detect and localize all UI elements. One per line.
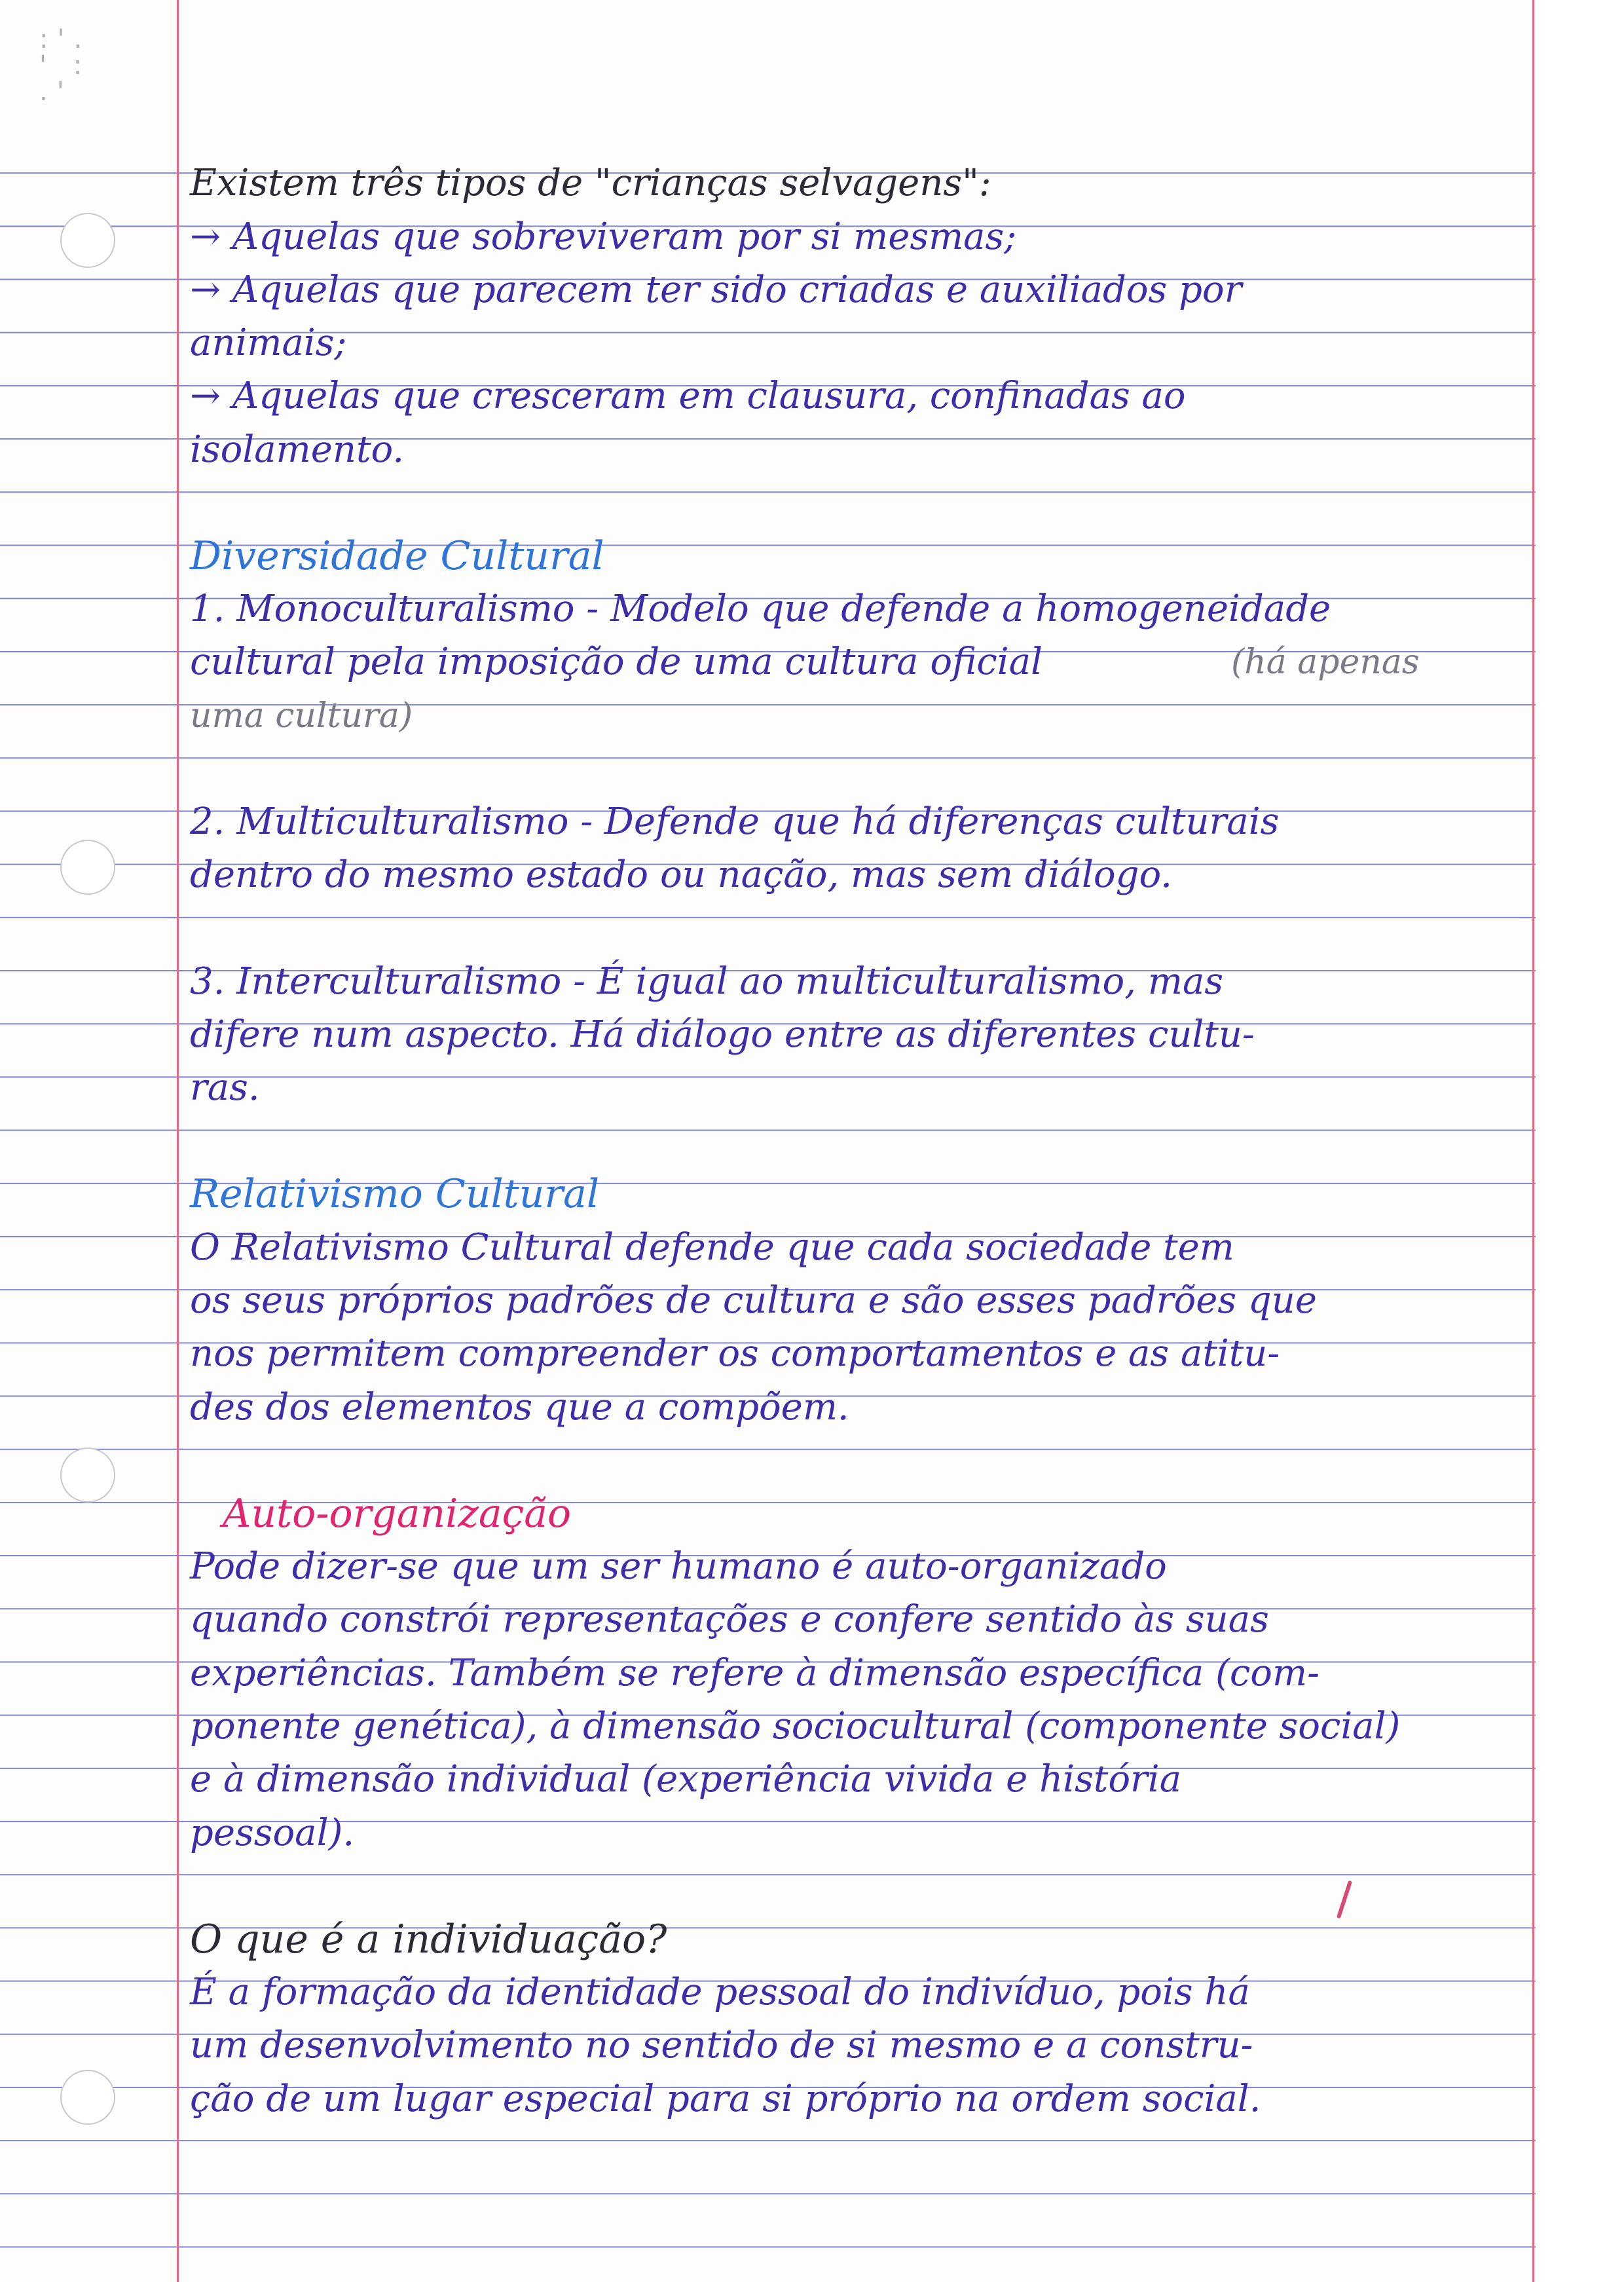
intro-bullet: → Aquelas que parecem ter sido criadas e auxiliados por xyxy=(190,269,1242,311)
binder-hole xyxy=(60,840,115,895)
pink-pen-mark xyxy=(1337,1880,1352,1919)
text-line: ponente genética), à dimensão sociocultural (componente social) xyxy=(190,1705,1401,1748)
text-line: nos permitem compreender os comportamentos e as atitu- xyxy=(190,1332,1280,1375)
section-heading: Diversidade Cultural xyxy=(190,533,604,579)
text-line: pessoal). xyxy=(190,1812,355,1854)
text-line: des dos elementos que a compõem. xyxy=(190,1386,849,1429)
text-line: os seus próprios padrões de cultura e são esses padrões que xyxy=(190,1279,1317,1322)
binder-hole xyxy=(60,213,115,268)
intro-bullet: → Aquelas que sobreviveram por si mesmas; xyxy=(190,215,1017,258)
question-heading: O que é a individuação? xyxy=(190,1917,667,1962)
text-line: 1. Monoculturalismo - Modelo que defende a homogeneidade xyxy=(190,588,1331,630)
text-line: ção de um lugar especial para si próprio na ordem social. xyxy=(190,2078,1261,2120)
text-line: cultural pela imposição de uma cultura oficial xyxy=(190,641,1043,683)
text-line: experiências. Também se refere à dimensão específica (com- xyxy=(190,1652,1320,1694)
binder-hole xyxy=(60,1448,115,1503)
intro-line: animais; xyxy=(190,322,347,364)
intro-line: isolamento. xyxy=(190,428,405,471)
text-line: quando constrói representações e confere sentido às suas xyxy=(190,1598,1269,1641)
text-line: É a formação da identidade pessoal do indivíduo, pois há xyxy=(190,1971,1250,2013)
pencil-aside: (há apenas xyxy=(1231,643,1420,682)
text-line: O Relativismo Cultural defende que cada sociedade tem xyxy=(190,1226,1234,1269)
left-margin-line xyxy=(177,0,179,2282)
intro-line: Existem três tipos de "crianças selvagens": xyxy=(190,162,991,204)
text-line: 3. Interculturalismo - É igual ao multiculturalismo, mas xyxy=(190,960,1224,1003)
pencil-scribble: :'. ' : .' xyxy=(39,24,92,107)
page-top-margin xyxy=(0,0,1624,172)
text-line: difere num aspecto. Há diálogo entre as diferentes cultu- xyxy=(190,1013,1255,1056)
text-line: dentro do mesmo estado ou nação, mas sem diálogo. xyxy=(190,853,1172,896)
text-line: um desenvolvimento no sentido de si mesmo e a constru- xyxy=(190,2024,1253,2067)
text-line: ras. xyxy=(190,1066,260,1109)
right-gutter xyxy=(1536,0,1624,2282)
binder-hole xyxy=(60,2070,115,2125)
pencil-aside: uma cultura) xyxy=(190,696,413,736)
right-margin-line xyxy=(1532,0,1534,2282)
text-line: e à dimensão individual (experiência vivida e história xyxy=(190,1758,1182,1801)
intro-bullet: → Aquelas que cresceram em clausura, confinadas ao xyxy=(190,375,1186,417)
section-heading: Auto-organização xyxy=(223,1491,572,1537)
text-line: 2. Multiculturalismo - Defende que há diferenças culturais xyxy=(190,800,1280,843)
section-heading: Relativismo Cultural xyxy=(190,1171,600,1217)
text-line: Pode dizer-se que um ser humano é auto-organizado xyxy=(190,1545,1167,1588)
